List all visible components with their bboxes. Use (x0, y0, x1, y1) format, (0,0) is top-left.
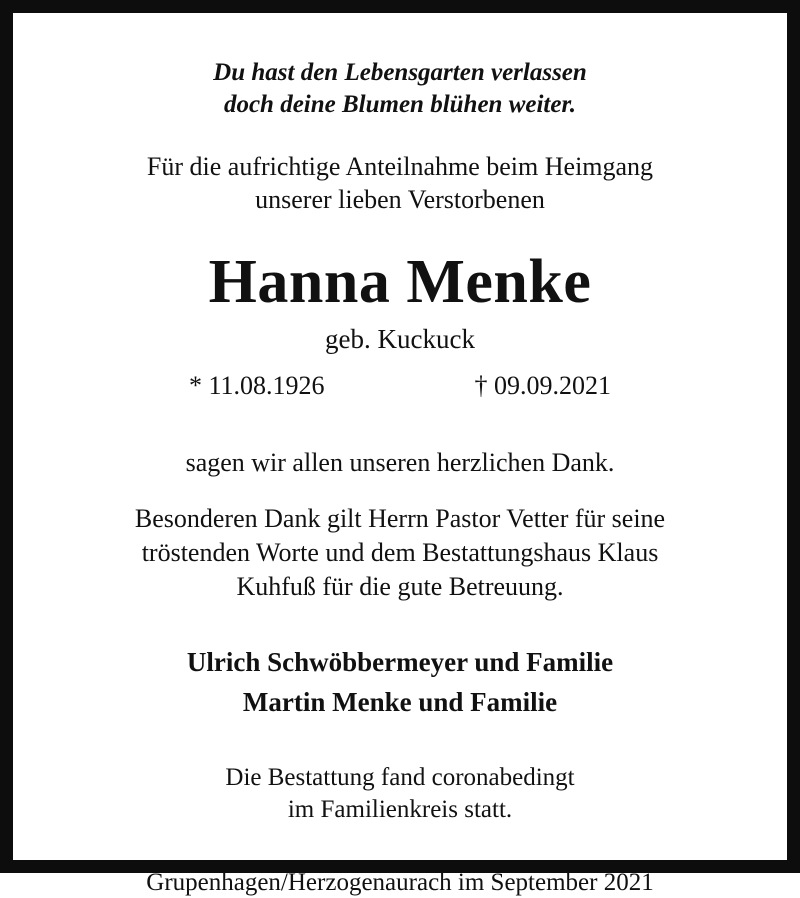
gratitude-intro (49, 151, 751, 216)
birth-date: * 11.08.1926 (188, 371, 325, 401)
burial-note-line-1: Die Bestattung fand coronabedingt (225, 763, 575, 791)
death-date: † 09.09.2021 (474, 371, 612, 401)
memorial-verse-line-1: Du hast den Lebensgarten verlassen (213, 59, 587, 86)
gratitude-intro-line-1: Für die aufrichtige Anteilnahme beim Heimgang (146, 152, 654, 181)
gratitude-intro-line-2: unserer lieben Verstorbenen (255, 184, 545, 214)
special-thanks-line-1: Besonderen Dank gilt Herrn Pastor Vetter für seine (134, 503, 666, 533)
memorial-verse (49, 57, 751, 121)
surviving-family-line-1: Ulrich Schwöbbermeyer und Familie (186, 647, 614, 678)
surviving-family (49, 643, 751, 721)
burial-note-line-2: im Familienkreis statt. (287, 795, 513, 823)
special-thanks-line-2: tröstenden Worte und dem Bestattungshaus Klaus (141, 537, 659, 567)
deceased-name: Hanna Menke (208, 248, 592, 316)
place-and-date: Grupenhagen/Herzogenaurach im September 2021 (146, 868, 654, 896)
special-thanks-line-3: Kuhfuß für die gute Betreuung. (236, 571, 564, 601)
burial-note (49, 762, 751, 826)
special-thanks-text (49, 502, 751, 603)
life-dates (49, 371, 751, 401)
thanks-text: sagen wir allen unseren herzlichen Dank. (185, 448, 615, 478)
surviving-family-line-2: Martin Menke und Familie (242, 686, 558, 717)
memorial-verse-line-2: doch deine Blumen blühen weiter. (223, 91, 577, 118)
deceased-maiden-name: geb. Kuckuck (325, 324, 475, 355)
